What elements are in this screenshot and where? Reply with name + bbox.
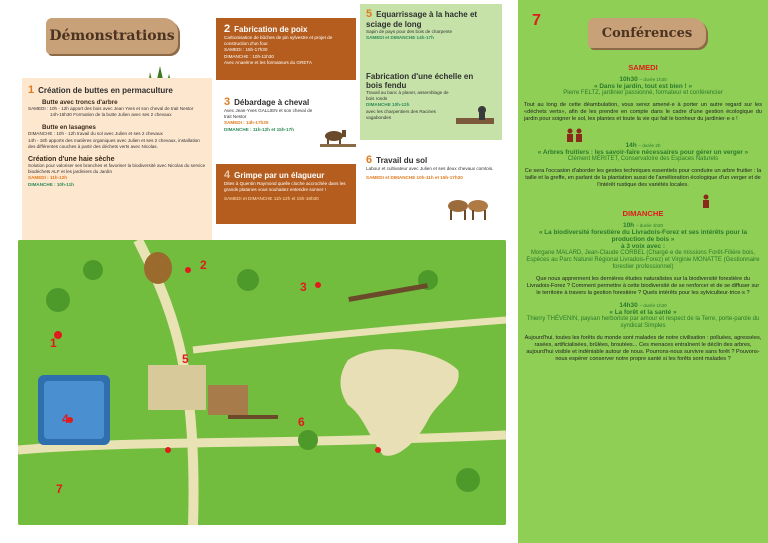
talk-1-time: 10h30 – durée 1h30 <box>619 76 667 83</box>
section-2-poix <box>216 18 356 80</box>
section-5-title: 5 Equarrissage à la hache et sciage de long <box>366 8 478 29</box>
talk-2-title: « Arbres fruitiers : les savoir-faire nécessaires pour gérer un verger » <box>537 149 749 156</box>
map-number-4: 4 <box>62 412 69 426</box>
map-number-6: 6 <box>298 415 305 429</box>
section-6-when: SAMEDI et DIMANCHE 10h-11h et 16h-17h30 <box>366 175 463 181</box>
map-number-1: 1 <box>50 336 57 350</box>
map-number-5: 5 <box>182 352 189 366</box>
talk-3-description: Que nous apprennent les dernières études naturalistes sur la biodiversité forestière du Livradois-Forez ? Comment permettre à cette biodiversité de se renforcer et de se diffuser sur le territoire à travers la gestion forestière ? Quels intérêts pour les sylviculteur·trice·s ? <box>526 276 760 296</box>
talk-2-speaker: Clément MÉRITET, Conservatoire des Espaces Naturels <box>567 156 719 162</box>
conferences-page <box>518 0 768 543</box>
butte-lasagnes-dimanche: DIMANCHE : 10h - 12h travail du sol avec Julien et ses 2 chevaux <box>28 131 163 137</box>
section-5-equarrissage <box>360 4 502 68</box>
talk-2-time: 14h – durée 2h <box>625 142 661 149</box>
day-dimanche: DIMANCHE <box>622 209 664 218</box>
talk-4 <box>524 302 762 363</box>
talk-4-title: « La forêt et la santé » <box>609 309 677 316</box>
section-2-dimanche: DIMANCHE : 10h-11h30 <box>224 53 274 59</box>
section-4-grimpe <box>216 164 356 224</box>
section-3-title: 3 Débardage à cheval <box>224 96 310 108</box>
butte-troncs-time: 14h-15h30 Formation de la butte Julien avec ses 2 chevaux <box>50 112 172 118</box>
talk-4-description: Aujourd'hui, toutes les forêts du monde sont malades de notre civilisation : polluées, agressées, rasées, artificialisées, brûlées, broutées... Ces menaces entraînent le déclin des arbres, aujourd'hui visible et indéniable autour de nous. Pourrons-nous survivre sans forêt ? Pouvons-nous espérer conserver notre propre santé si les forêts sont malades ? <box>524 335 762 362</box>
section-6-title: 6 Travail du sol <box>366 154 428 166</box>
section-4-title: 4 Grimpe par un élagueur <box>224 169 325 181</box>
map-number-2: 2 <box>200 258 207 272</box>
section-1-title: 1 Création de buttes en permaculture <box>28 84 173 96</box>
talk-1-speaker: Pierre FELTZ, jardinier passionné, formateur et conférencier <box>563 90 723 96</box>
haie-seche-text: Solution pour valoriser ses branches et favoriser la biodiversité avec Nicolas du service biodéchets ALF et les jardiniers du Jardin <box>28 163 206 175</box>
section-5b-title: Fabrication d'une échelle en bois fendu <box>366 72 474 90</box>
section-2-with: Avec Anaelme et les formateurs du GRETA <box>224 59 312 65</box>
section-5b-with: avec les charpentiers des Racines vagabondes <box>366 108 436 120</box>
section-3-samedi: SAMEDI : 14h-17h30 <box>224 120 269 126</box>
talk-3 <box>524 222 762 297</box>
talk-1-title: « Dans le jardin, tout est bien ! » <box>593 83 692 90</box>
talk-2-description: Ce sera l'occasion d'aborder les gestes techniques essentiels pour conduire un arbre fruitier : la taille et la greffe, en parlant de la plantation aussi de l'amélioration écologique d'un verger et de l'intérêt rustique des variétés locales. <box>524 168 762 188</box>
butte-lasagnes-time: 14h - 16h apports des matières organiques avec Julien et ses 2 chevaux, installation des différentes couches à partir des déchets verts avec Nicolas. <box>28 137 200 149</box>
plough-horses-illustration-icon <box>440 190 498 224</box>
section-2-samedi: SAMEDI : 15h-17h30 <box>224 47 268 53</box>
section-2-title: 2 Fabrication de poix <box>224 23 308 35</box>
conferences-body <box>524 62 762 368</box>
butte-lasagnes-title: Butte en lasagnes <box>42 124 96 132</box>
page-number: 7 <box>532 12 541 29</box>
site-map-drawing <box>18 240 506 525</box>
conferences-banner: Conférences <box>588 18 706 48</box>
section-6-text: Labour et cultivateur avec Julien et ses deux chevaux comtois. <box>366 166 494 171</box>
day-samedi: SAMEDI <box>628 63 658 72</box>
talk-2 <box>524 142 762 189</box>
talk-3-time: 10h – durée 1h30 <box>622 222 664 229</box>
section-3-dimanche: DIMANCHE : 11h-12h et 15h-17h <box>224 126 294 132</box>
person-icon-row <box>524 194 762 208</box>
haie-seche-title: Création d'une haie sèche <box>28 156 115 164</box>
section-1-permaculture <box>22 78 212 248</box>
horse-logging-illustration-icon <box>318 124 358 150</box>
site-map <box>18 240 506 525</box>
section-5b-dimanche: DIMANCHE 10h-12h <box>366 102 410 108</box>
map-number-7: 7 <box>56 482 63 496</box>
section-4-text: Dites à Quentin Raymond quelle cloche accrochée dans les grands platanes vous souhaitez entendre sonner ! <box>224 181 346 193</box>
section-4-when: SAMEDI et DIMANCHE 11h-12h et 15h-16h30 <box>224 196 319 202</box>
carpentry-illustration-icon <box>452 102 498 132</box>
butte-troncs-samedi: SAMEDI : 10h - 12h apport des bois avec Jean Yves et son cheval de trait Nestor <box>28 106 194 111</box>
butte-troncs-title: Butte avec troncs d'arbre <box>42 99 118 106</box>
talk-1-description: Tout au long de cette déambulation, vous serez amené·e à porter un autre regard sur les «déchets verts», afin de les prendre en compte dans le cadre d'une gestion écologique du jardin pour soigner le sol, les plantes et toute la vie qui fait le bonheur du jardinier·e·s ! <box>524 102 762 122</box>
talk-3-voices: à 3 voix avec : <box>620 243 666 250</box>
talk-3-speaker: Morgane MALARD, Jean-Claude CORBEL (Chargé·e de missions Forêt-Filière bois, Espèces au Parc Naturel Régional Livradois-Forez) et Virginie MONATTE (Gestionnaire forestier professionnel) <box>526 250 760 270</box>
haie-seche-samedi: SAMEDI : 11h-12h <box>28 175 68 181</box>
demonstrations-banner: Démonstrations <box>46 18 178 54</box>
people-icon <box>564 128 586 142</box>
talk-4-time: 14h30 – durée 1h30 <box>619 302 667 309</box>
section-5-text: Sapin de pays pour des bois de charpente <box>366 29 453 34</box>
section-5-when: SAMEDI et DIMANCHE 14h-17h <box>366 35 434 41</box>
section-2-text: Carbonisation de bûches de pin sylvestre et projet de construction d'un four. <box>224 35 333 47</box>
haie-seche-dimanche: DIMANCHE : 10h-11h <box>28 181 74 187</box>
talk-4-speaker: Thierry THÉVENIN, paysan herboriste par amour et respect de la Terre, porte-parole du syndicat Simples <box>526 316 760 329</box>
person-icon <box>700 194 712 208</box>
section-5b-text: Travail au banc à planer, assemblage de bois ronds <box>366 90 449 102</box>
map-number-3: 3 <box>300 280 307 294</box>
talk-1 <box>524 76 762 123</box>
talk-3-title: « La biodiversité forestière du Livradois-Forez et ses intérêts pour la production de bois » <box>538 229 748 243</box>
people-icon-row <box>524 128 762 142</box>
section-3-text: Avec Jean-Yves GALLIEN et son cheval de trait Nestor <box>224 108 313 120</box>
